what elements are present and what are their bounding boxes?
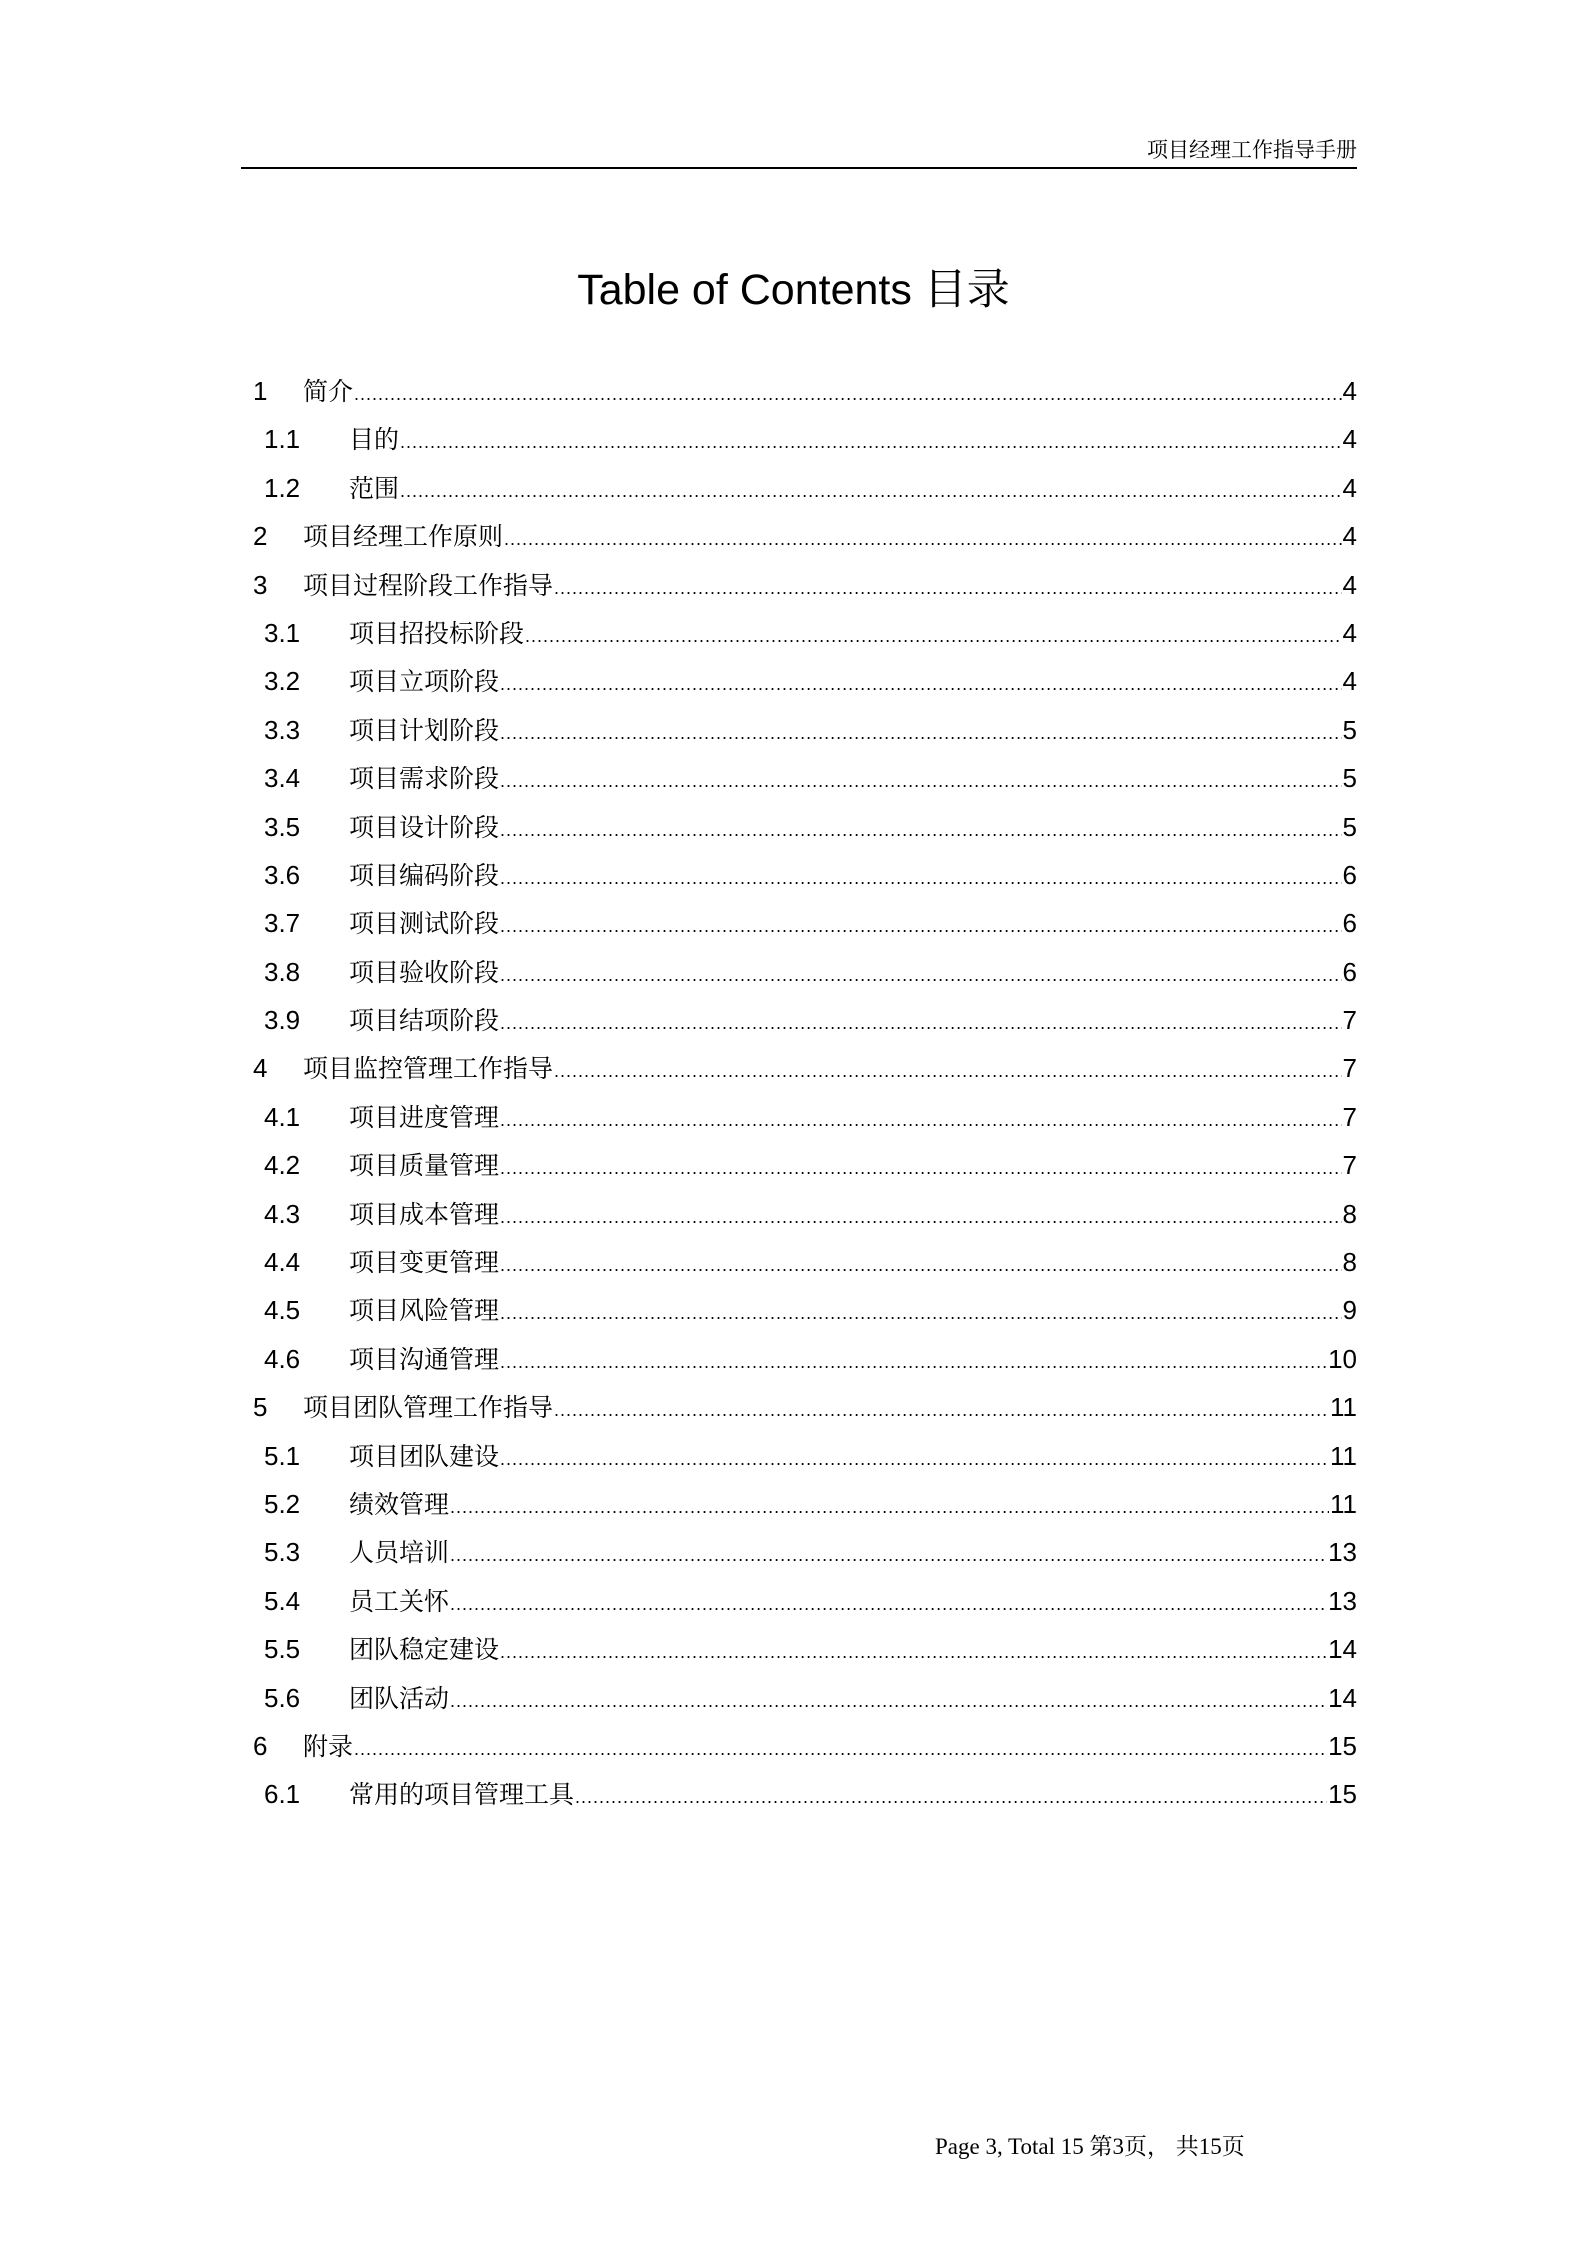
toc-entry-page: 5 (1342, 811, 1357, 842)
toc-entry-label: 人员培训 (349, 1538, 450, 1568)
toc-entry-number: 4.2 (264, 1150, 301, 1181)
toc-entry-page: 7 (1342, 1150, 1357, 1181)
toc-entry-number: 4 (253, 1053, 268, 1084)
toc-entry-page: 5 (1342, 714, 1357, 745)
toc-entry-number: 3.1 (264, 617, 301, 648)
toc-entry-number: 1 (253, 376, 268, 406)
toc-entry[interactable] (253, 516, 1357, 564)
dot-leader (500, 1342, 1327, 1382)
toc-entry-label: 项目测试阶段 (349, 909, 500, 939)
toc-entry-number: 4.4 (264, 1247, 301, 1278)
toc-entry[interactable] (253, 1194, 1357, 1242)
toc-entry[interactable] (253, 952, 1357, 1000)
dot-leader (500, 1293, 1342, 1333)
toc-entry-page: 14 (1328, 1682, 1357, 1713)
toc-entry-label: 项目设计阶段 (349, 812, 500, 842)
dot-leader (500, 810, 1342, 850)
toc-entry-label: 项目验收阶段 (349, 957, 500, 987)
dot-leader (554, 568, 1342, 608)
toc-entry-number: 2 (253, 521, 268, 552)
toc-entry[interactable] (253, 1629, 1357, 1677)
toc-entry[interactable] (253, 1000, 1357, 1048)
dot-leader (500, 713, 1342, 753)
dot-leader (354, 1729, 1327, 1769)
toc-entry-page: 7 (1342, 1005, 1357, 1036)
toc-entry-label: 项目质量管理 (349, 1151, 500, 1181)
toc-entry-label: 项目成本管理 (349, 1199, 500, 1229)
toc-entry-page: 7 (1342, 1101, 1357, 1132)
toc-entry-page: 9 (1342, 1295, 1357, 1326)
toc-entry[interactable] (253, 1339, 1357, 1387)
toc-entry[interactable] (253, 1242, 1357, 1290)
toc-entry-label: 项目立项阶段 (349, 667, 500, 697)
toc-entry-page: 11 (1330, 1488, 1357, 1519)
page-title: Table of Contents 目录 (577, 266, 1010, 314)
toc-entry-label: 项目风险管理 (349, 1296, 500, 1326)
toc-entry-label: 项目沟通管理 (349, 1344, 500, 1374)
toc-entry-number: 5.1 (264, 1440, 301, 1471)
toc-entry[interactable] (253, 1097, 1357, 1145)
toc-entry-label: 项目计划阶段 (349, 715, 500, 745)
toc-entry-page: 4 (1342, 424, 1357, 455)
toc-entry[interactable] (253, 1484, 1357, 1532)
table-of-contents (253, 371, 1357, 1823)
toc-entry-label: 员工关怀 (349, 1586, 450, 1616)
dot-leader (500, 664, 1342, 704)
toc-entry-label: 项目监控管理工作指导 (303, 1054, 554, 1084)
toc-entry-page: 6 (1342, 956, 1357, 987)
toc-entry-number: 6.1 (264, 1779, 301, 1810)
toc-entry[interactable] (253, 468, 1357, 516)
toc-entry-label: 项目过程阶段工作指导 (303, 570, 554, 600)
toc-entry-label: 项目需求阶段 (349, 764, 500, 794)
toc-entry-page: 7 (1342, 1053, 1357, 1084)
toc-entry[interactable] (253, 710, 1357, 758)
toc-entry-number: 5.6 (264, 1682, 301, 1713)
dot-leader (500, 906, 1342, 946)
running-header: 项目经理工作指导手册 (1147, 138, 1357, 162)
toc-entry-page: 15 (1328, 1779, 1357, 1810)
toc-entry-page: 4 (1342, 521, 1357, 552)
toc-entry-number: 3.4 (264, 763, 301, 794)
toc-entry-number: 3.7 (264, 908, 301, 939)
toc-entry-page: 10 (1328, 1343, 1357, 1374)
toc-entry[interactable] (253, 419, 1357, 467)
toc-entry[interactable] (253, 1436, 1357, 1484)
toc-entry-number: 4.3 (264, 1198, 301, 1229)
dot-leader (500, 858, 1342, 898)
toc-entry[interactable] (253, 903, 1357, 951)
toc-entry[interactable] (253, 1774, 1357, 1822)
dot-leader (450, 1681, 1327, 1721)
toc-entry-label: 常用的项目管理工具 (349, 1780, 575, 1810)
toc-entry-page: 11 (1330, 1440, 1357, 1471)
dot-leader (554, 1390, 1329, 1430)
toc-entry-label: 项目招投标阶段 (349, 618, 525, 648)
dot-leader (500, 1245, 1342, 1285)
toc-entry-page: 13 (1328, 1537, 1357, 1568)
toc-entry-label: 项目团队管理工作指导 (303, 1393, 554, 1423)
toc-entry-label: 目的 (349, 425, 400, 455)
toc-entry[interactable] (253, 661, 1357, 709)
toc-entry-page: 11 (1330, 1392, 1357, 1423)
toc-entry-number: 5.4 (264, 1585, 301, 1616)
toc-entry-page: 4 (1342, 569, 1357, 600)
toc-entry[interactable] (253, 1048, 1357, 1096)
toc-entry-label: 团队活动 (349, 1683, 450, 1713)
toc-entry-number: 3 (253, 569, 268, 600)
toc-entry[interactable] (253, 1145, 1357, 1193)
toc-entry-number: 4.5 (264, 1295, 301, 1326)
toc-entry-label: 项目结项阶段 (349, 1006, 500, 1036)
dot-leader (500, 1003, 1342, 1043)
toc-entry-label: 简介 (303, 377, 354, 406)
toc-entry[interactable] (253, 855, 1357, 903)
toc-entry-label: 附录 (303, 1731, 354, 1761)
toc-entry-number: 3.9 (264, 1005, 301, 1036)
toc-entry[interactable] (253, 758, 1357, 806)
toc-entry-label: 绩效管理 (349, 1489, 450, 1519)
page-footer: Page 3, Total 15 第3页， 共15页 (935, 2134, 1245, 2159)
toc-entry-number: 3.3 (264, 714, 301, 745)
toc-entry-page: 13 (1328, 1585, 1357, 1616)
dot-leader (500, 955, 1342, 995)
toc-entry-page: 4 (1342, 376, 1357, 406)
toc-entry-number: 5.3 (264, 1537, 301, 1568)
toc-entry-number: 4.6 (264, 1343, 301, 1374)
toc-entry[interactable] (253, 1290, 1357, 1338)
dot-leader (500, 1100, 1342, 1140)
toc-entry-page: 15 (1328, 1730, 1357, 1761)
toc-entry-number: 3.8 (264, 956, 301, 987)
toc-entry-page: 6 (1342, 859, 1357, 890)
toc-entry-page: 8 (1342, 1247, 1357, 1278)
toc-entry-number: 3.5 (264, 811, 301, 842)
dot-leader (500, 1439, 1329, 1479)
toc-entry-label: 范围 (349, 473, 400, 503)
toc-entry-label: 项目编码阶段 (349, 860, 500, 890)
toc-entry-label: 项目变更管理 (349, 1248, 500, 1278)
header-divider (241, 167, 1357, 169)
toc-entry[interactable] (253, 1581, 1357, 1629)
toc-entry-page: 4 (1342, 472, 1357, 503)
toc-entry-number: 3.6 (264, 859, 301, 890)
toc-entry-number: 3.2 (264, 666, 301, 697)
toc-entry-label: 项目团队建设 (349, 1441, 500, 1471)
dot-leader (500, 1148, 1342, 1188)
dot-leader (450, 1487, 1329, 1527)
dot-leader (500, 761, 1342, 801)
toc-entry-page: 14 (1328, 1634, 1357, 1665)
toc-entry-label: 项目经理工作原则 (303, 522, 504, 552)
toc-entry-number: 4.1 (264, 1101, 301, 1132)
toc-entry[interactable] (253, 807, 1357, 855)
dot-leader (354, 374, 1342, 414)
dot-leader (554, 1051, 1342, 1091)
dot-leader (575, 1777, 1327, 1817)
toc-entry[interactable] (253, 1678, 1357, 1726)
dot-leader (400, 471, 1342, 511)
toc-entry[interactable] (253, 371, 1357, 419)
dot-leader (525, 616, 1342, 656)
toc-entry-number: 1.1 (264, 424, 301, 455)
toc-entry-page: 5 (1342, 763, 1357, 794)
toc-entry[interactable] (253, 1387, 1357, 1435)
dot-leader (504, 519, 1342, 559)
toc-entry-number: 5.5 (264, 1634, 301, 1665)
dot-leader (500, 1197, 1342, 1237)
toc-entry-page: 4 (1342, 617, 1357, 648)
toc-entry-number: 5 (253, 1392, 268, 1423)
dot-leader (450, 1535, 1327, 1575)
toc-entry-label: 项目进度管理 (349, 1102, 500, 1132)
toc-entry-page: 4 (1342, 666, 1357, 697)
dot-leader (400, 422, 1342, 462)
toc-entry[interactable] (253, 565, 1357, 613)
toc-entry-number: 5.2 (264, 1488, 301, 1519)
toc-entry-label: 团队稳定建设 (349, 1635, 500, 1665)
dot-leader (450, 1584, 1327, 1624)
toc-entry[interactable] (253, 1726, 1357, 1774)
dot-leader (500, 1632, 1327, 1672)
toc-entry-page: 8 (1342, 1198, 1357, 1229)
toc-entry-page: 6 (1342, 908, 1357, 939)
toc-entry-number: 6 (253, 1730, 268, 1761)
toc-entry-number: 1.2 (264, 472, 301, 503)
toc-entry[interactable] (253, 613, 1357, 661)
toc-entry[interactable] (253, 1532, 1357, 1580)
